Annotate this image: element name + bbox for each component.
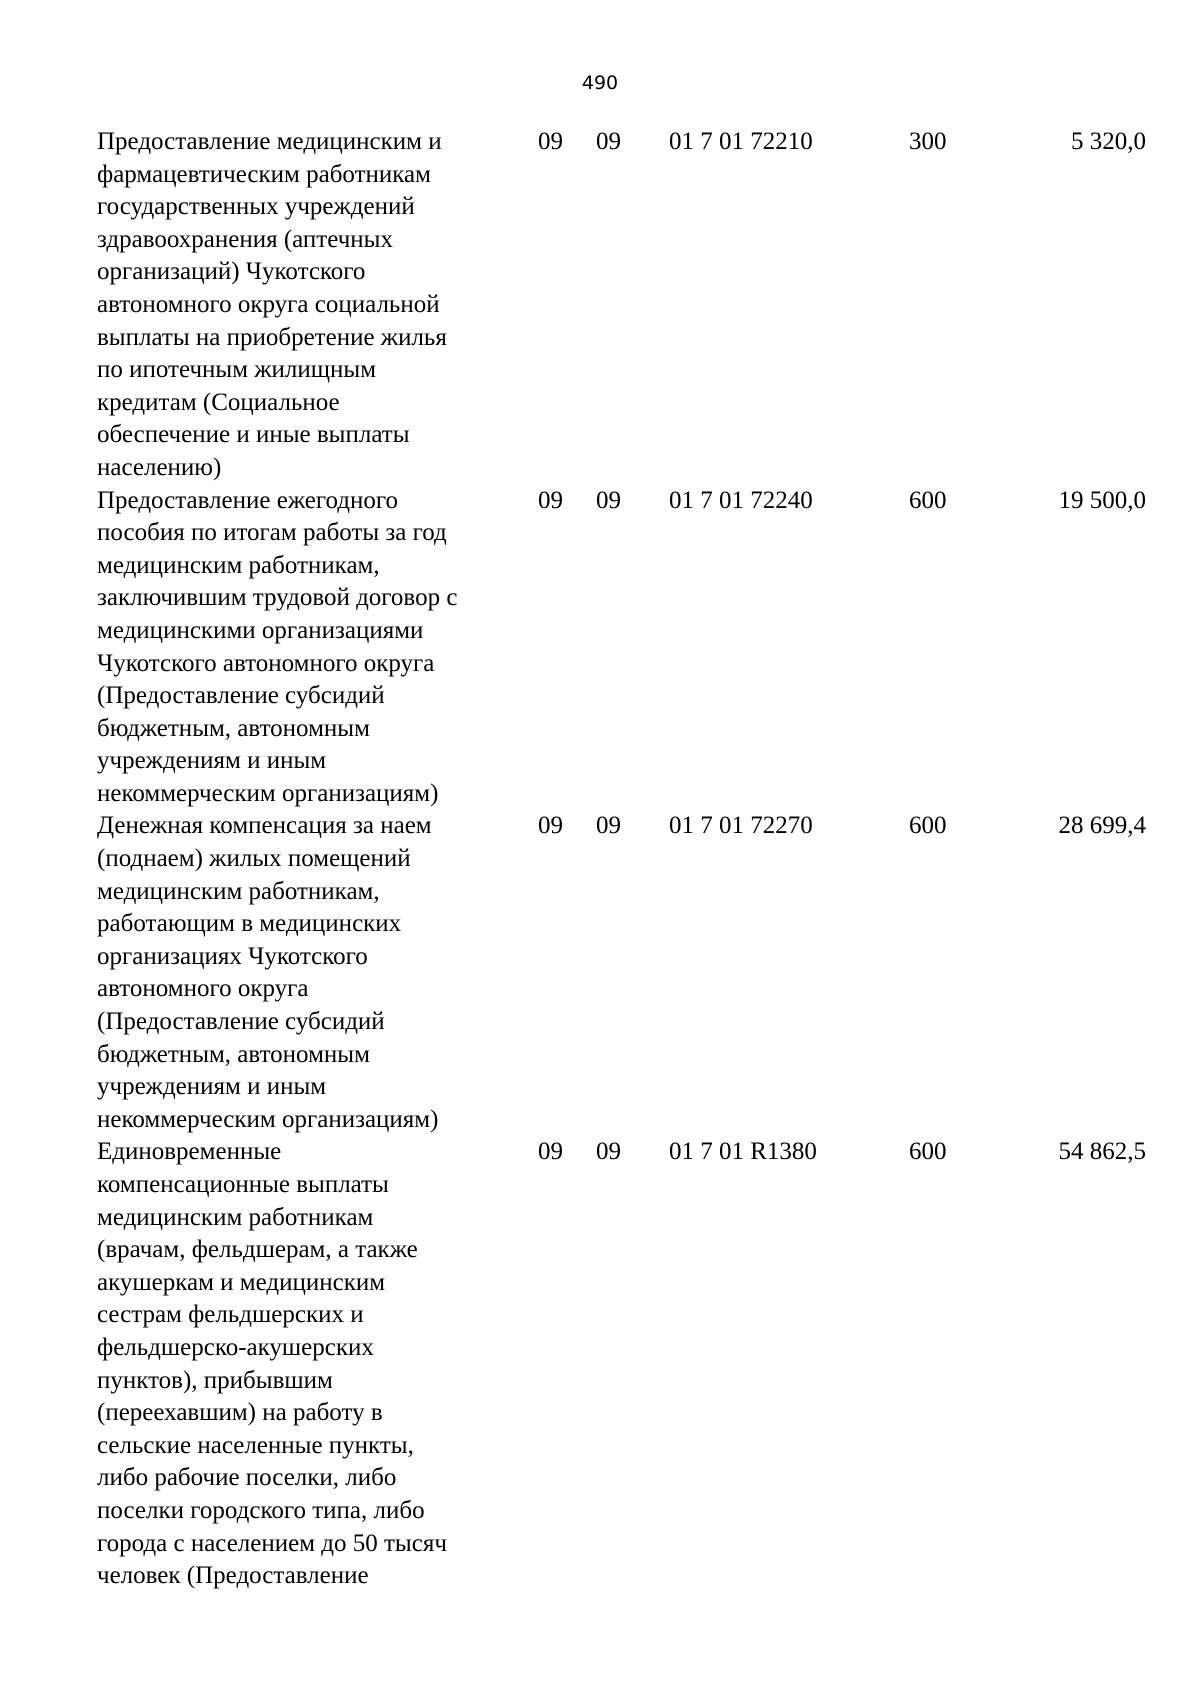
description-line: города с населением до 50 тысяч — [97, 1529, 447, 1557]
description-line: Чукотского автономного округа — [97, 649, 435, 677]
description-line: пособия по итогам работы за год — [97, 519, 447, 547]
description-line: Единовременные — [97, 1138, 282, 1166]
description-line: (Предоставление субсидий — [97, 1008, 385, 1036]
row-description — [97, 485, 517, 811]
description-line: бюджетным, автономным — [97, 714, 370, 742]
section-code: 09 — [538, 1138, 563, 1166]
description-line: медицинским работникам, — [97, 877, 380, 905]
description-line: фармацевтическим работникам — [97, 160, 431, 188]
description-line: медицинским работникам, — [97, 551, 380, 579]
description-line: выплаты на приобретение жилья — [97, 323, 447, 351]
description-line: бюджетным, автономным — [97, 1040, 370, 1068]
description-line: по ипотечным жилищным — [97, 356, 377, 384]
table-row — [0, 126, 1200, 485]
section-code: 09 — [538, 812, 563, 840]
section-code: 09 — [538, 128, 563, 155]
subsection-code: 09 — [596, 1138, 621, 1166]
description-line: населению) — [97, 453, 222, 481]
description-line: Предоставление ежегодного — [97, 486, 399, 514]
description-line: (переехавшим) на работу в — [97, 1399, 383, 1427]
page-number: 490 — [581, 72, 619, 94]
description-line: учреждениям и иным — [97, 747, 327, 775]
description-line: организациях Чукотского — [97, 942, 368, 970]
amount: 19 500,0 — [1058, 486, 1146, 514]
description-line: (Предоставление субсидий — [97, 682, 385, 710]
description-line: фельдшерско-акушерских — [97, 1333, 374, 1361]
description-line: либо рабочие поселки, либо — [97, 1464, 397, 1492]
subsection-code: 09 — [596, 486, 621, 514]
description-line: Денежная компенсация за наем — [97, 812, 432, 840]
description-line: компенсационные выплаты — [97, 1171, 389, 1198]
subsection-code: 09 — [596, 128, 621, 155]
description-line: акушеркам и медицинским — [97, 1268, 386, 1296]
amount: 28 699,4 — [1058, 812, 1146, 840]
description-line: учреждениям и иным — [97, 1073, 327, 1101]
description-line: (врачам, фельдшерам, а также — [97, 1236, 418, 1264]
table-row — [0, 485, 1200, 811]
target-article-code: 01 7 01 72270 — [669, 812, 813, 840]
description-line: человек (Предоставление — [97, 1562, 369, 1590]
amount: 5 320,0 — [1071, 128, 1146, 155]
description-line: сельские населенные пункты, — [97, 1431, 414, 1459]
description-line: работающим в медицинских — [97, 910, 402, 938]
budget-table — [0, 126, 1200, 1593]
description-line: обеспечение и иные выплаты — [97, 421, 410, 449]
row-description — [97, 126, 517, 485]
amount: 54 862,5 — [1058, 1138, 1146, 1166]
description-line: медицинскими организациями — [97, 616, 424, 644]
expense-type-code: 600 — [909, 812, 947, 840]
description-line: заключившим трудовой договор с — [97, 584, 458, 612]
description-line: пунктов), прибывшим — [97, 1366, 333, 1394]
description-line: здравоохранения (аптечных — [97, 225, 393, 253]
description-line: поселки городского типа, либо — [97, 1496, 425, 1524]
table-row — [0, 1136, 1200, 1592]
subsection-code: 09 — [596, 812, 621, 840]
description-line: автономного округа социальной — [97, 290, 440, 318]
description-line: некоммерческим организациям) — [97, 779, 439, 807]
description-line: сестрам фельдшерских и — [97, 1301, 364, 1329]
expense-type-code: 600 — [909, 486, 947, 514]
description-line: кредитам (Социальное — [97, 388, 340, 416]
section-code: 09 — [538, 486, 563, 514]
row-description — [97, 810, 517, 1136]
description-line: государственных учреждений — [97, 193, 415, 221]
target-article-code: 01 7 01 72240 — [669, 486, 813, 514]
expense-type-code: 600 — [909, 1138, 947, 1166]
table-row — [0, 810, 1200, 1136]
row-description — [97, 1136, 517, 1592]
expense-type-code: 300 — [909, 128, 947, 155]
description-line: Предоставление медицинским и — [97, 128, 442, 155]
target-article-code: 01 7 01 R1380 — [669, 1138, 817, 1166]
description-line: автономного округа — [97, 975, 309, 1003]
description-line: (поднаем) жилых помещений — [97, 845, 411, 873]
description-line: некоммерческим организациям) — [97, 1105, 439, 1133]
description-line: медицинским работникам — [97, 1203, 374, 1231]
target-article-code: 01 7 01 72210 — [669, 128, 813, 155]
description-line: организаций) Чукотского — [97, 258, 366, 286]
